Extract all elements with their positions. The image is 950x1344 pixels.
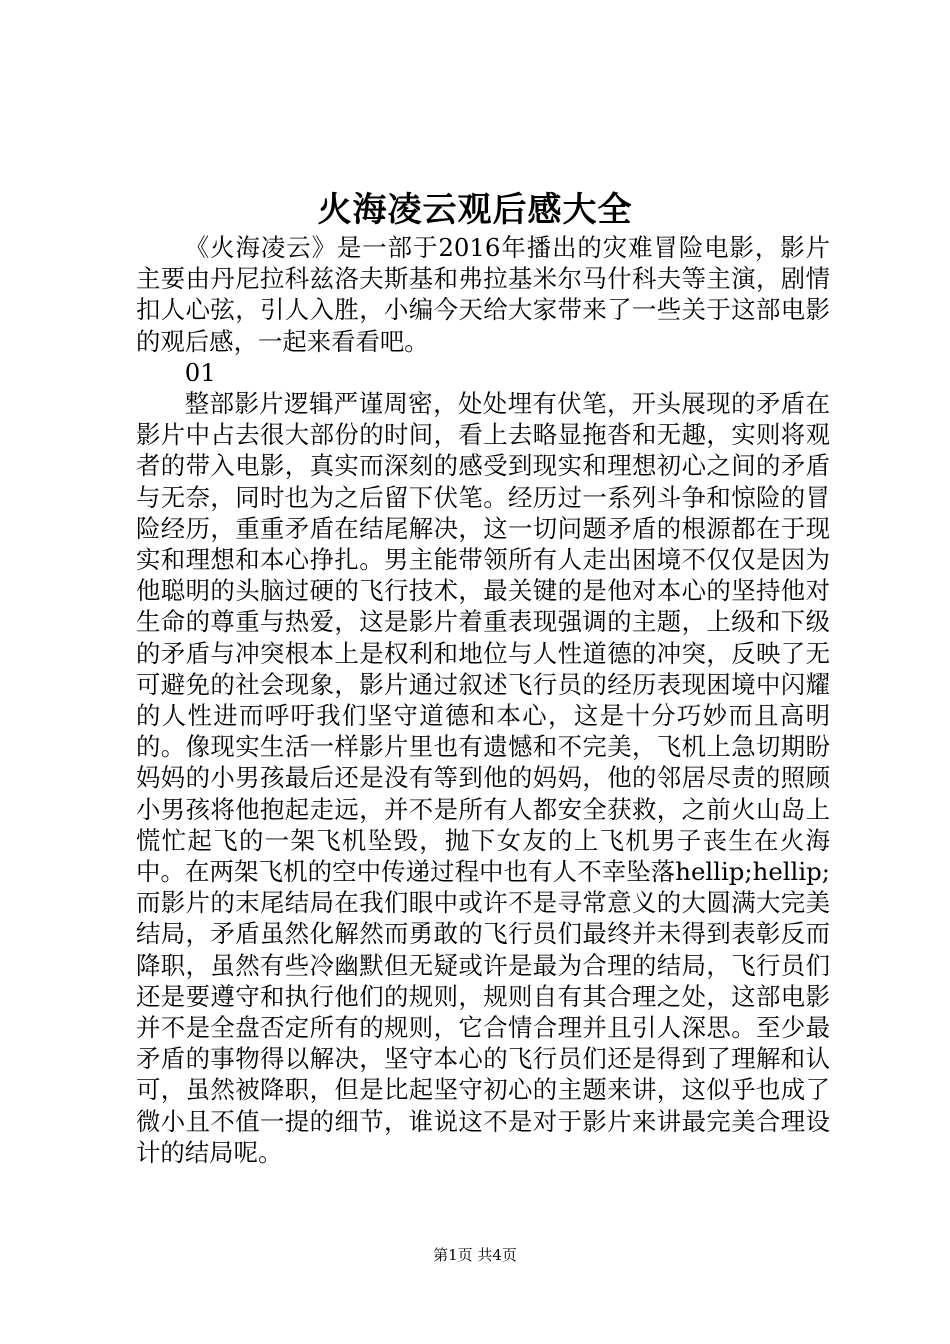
review-paragraph: 整部影片逻辑严谨周密，处处埋有伏笔，开头展现的矛盾在影片中占去很大部份的时间，看上去略显拖沓和无趣，实则将观者的带入电影，真实而深刻的感受到现实和理想初心之间的矛盾与无奈，同时也为之后留下伏笔。经历过一系列斗争和惊险的冒险经历，重重矛盾在结尾解决，这一切问题矛盾的根源都在于现实和理想和本心挣扎。男主能带领所有人走出困境不仅仅是因为他聪明的头脑过硬的飞行技术，最关键的是他对本心的坚持他对生命的尊重与热爱，这是影片着重表现强调的主题，上级和下级的矛盾与冲突根本上是权利和地位与人性道德的冲突，反映了无可避免的社会现象，影片通过叙述飞行员的经历表现困境中闪耀的人性进而呼吁我们坚守道德和本心，这是十分巧妙而且高明的。像现实生活一样影片里也有遗憾和不完美，飞机上急切期盼妈妈的小男孩最后还是没有等到他的妈妈，他的邻居尽责的照顾小男孩将他抱起走远，并不是所有人都安全获救，之前火山岛上慌忙起飞的一架飞机坠毁，抛下女友的上飞机男子丧生在火海中。在两架飞机的空中传递过程中也有人不幸坠落hellip;hellip;而影片的末尾结局在我们眼中或许不是寻常意义的大圆满大完美结局，矛盾虽然化解然而勇敢的飞行员们最终并未得到表彰反而降职，虽然有些冷幽默但无疑或许是最为合理的结局，飞行员们还是要遵守和执行他们的规则，规则自有其合理之处，这部电影并不是全盘否定所有的规则，它合情合理并且引人深思。至少最矛盾的事物得以解决，坚守本心的飞行员们还是得到了理解和认可，虽然被降职，但是比起坚守初心的主题来讲，这似乎也成了微小且不值一提的细节，谁说这不是对于影片来讲最完美合理设计的结局呢。 [136, 389, 830, 1167]
intro-paragraph: 《火海凌云》是一部于2016年播出的灾难冒险电影，影片主要由丹尼拉科兹洛夫斯基和弗拉基米尔马什科夫等主演，剧情扣人心弦，引人入胜，小编今天给大家带来了一些关于这部电影的观后感，一起来看看吧。 [136, 233, 830, 356]
document-title: 火海凌云观后感大全 [317, 190, 633, 230]
page-number-footer: 第1页 共4页 [433, 1246, 517, 1264]
section-number: 01 [184, 357, 216, 387]
document-body [136, 232, 830, 1168]
